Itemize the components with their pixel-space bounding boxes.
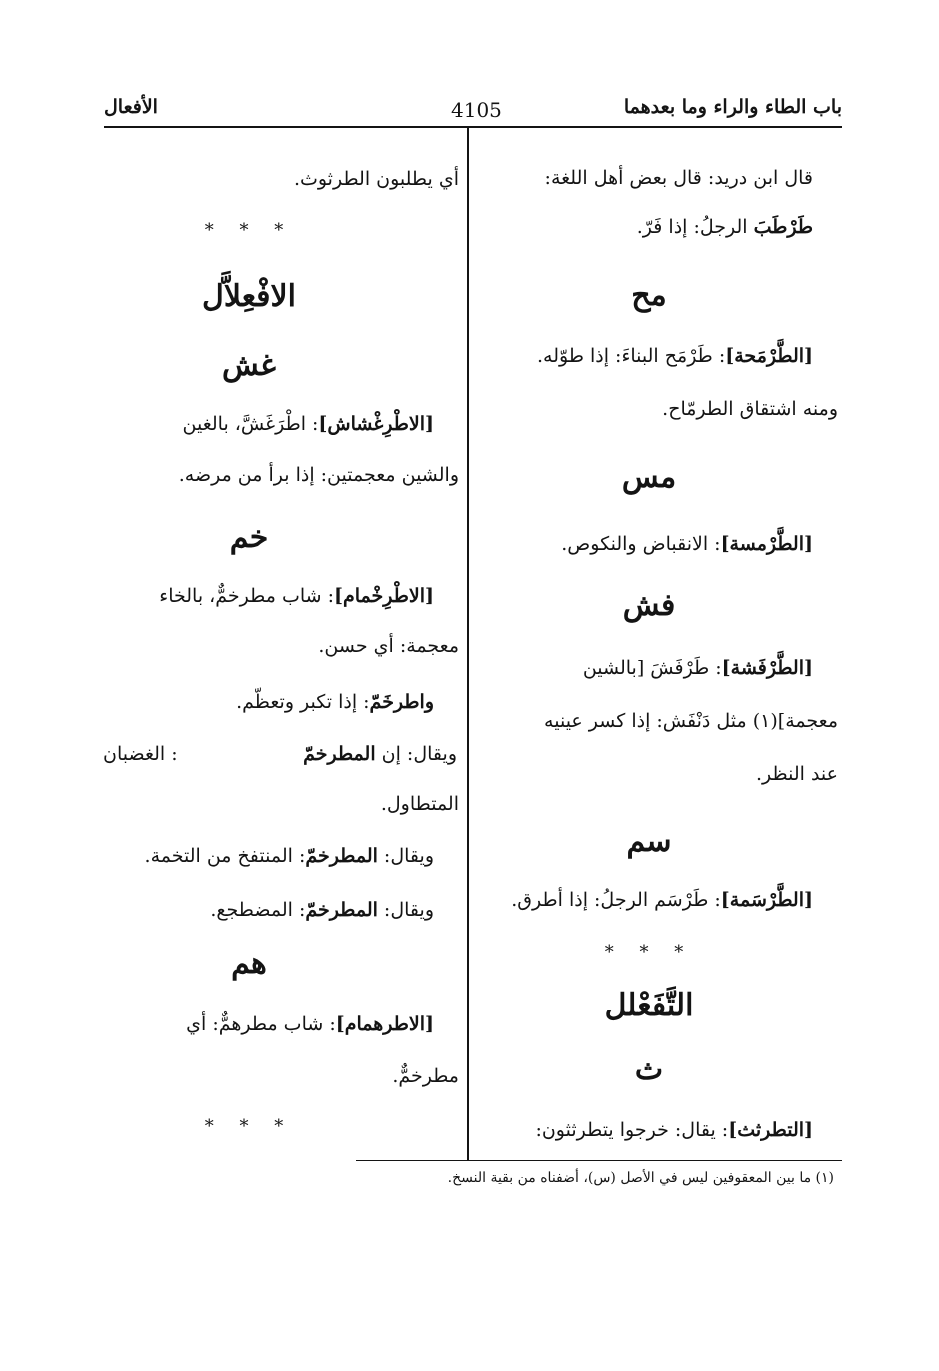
root-heading: مس (621, 460, 677, 495)
footnote-rule (356, 1160, 842, 1161)
line-text: ويقال: إن (381, 743, 457, 765)
text-line: أي يطلبون الطرثوث. (293, 168, 459, 190)
entry-term: [الطَّرْسَمة] (720, 889, 813, 911)
line-text: : الغضبان (103, 743, 178, 765)
entry-definition: : طَرْسَم الرجلُ: إذا أطرق. (511, 889, 721, 911)
entry-definition: : طَرْفَشَ [بالشين (582, 657, 722, 679)
text-line: معجمة: أي حسن. (318, 635, 459, 657)
text-line (210, 896, 434, 924)
section-separator: * * * (204, 1116, 294, 1137)
entry-definition: : المضطجع. (210, 899, 306, 921)
text-line (183, 410, 434, 438)
page-number: 4105 (451, 98, 502, 122)
text-line (103, 740, 457, 768)
entry-definition: : المنتفخ من التخمة. (144, 845, 306, 867)
text-line (535, 1116, 813, 1144)
entry-term: طَرْطَبَ (753, 216, 813, 238)
pattern-heading: التَّفَعْلل (604, 988, 694, 1023)
entry-definition: : يقال: خرجوا يتطرثثون: (535, 1119, 729, 1141)
root-heading: سم (626, 824, 672, 859)
text-line (583, 654, 813, 682)
entry-term: واطرخَمّ (369, 691, 434, 713)
entry-term: [الطَّرْمَحة] (725, 345, 813, 367)
text-line: المتطاول. (380, 793, 459, 815)
text-line (561, 530, 813, 558)
footnote: (١) ما بين المعقوفين ليس في الأصل (س)، أضفناه من بقية النسخ. (447, 1170, 834, 1186)
entry-term: [الاطْرِغْشاش] (318, 413, 434, 435)
text-line (236, 688, 434, 716)
text-line: ومنه اشتقاق الطرمّاح. (662, 398, 838, 420)
entry-term: [الاطرهمام] (335, 1013, 434, 1035)
entry-definition: : شاب مطرخمٌّ، بالخاء (159, 585, 335, 607)
text-line (511, 886, 813, 914)
text-line (537, 342, 813, 370)
root-heading: فش (622, 588, 676, 623)
text-line: والشين معجمتين: إذا برأ من مرضه. (178, 464, 459, 486)
entry-term: المطرخمّ (305, 845, 378, 867)
root-heading: مح (631, 278, 667, 313)
text-line: عند النظر. (756, 763, 838, 785)
entry-definition: : اطْرَغَشَّ، بالغين (182, 413, 319, 435)
section-separator: * * * (604, 942, 694, 963)
column-divider (467, 128, 469, 1160)
entry-definition: الرجلُ: إذا فَرّ. (636, 216, 754, 238)
entry-term: [الطَّرْفَشة] (721, 657, 813, 679)
text-line (145, 842, 434, 870)
root-heading: هم (231, 946, 267, 981)
text-line: معجمة](١) مثل دَنْفَش: إذا كسر عينيه (544, 710, 838, 732)
entry-term: [الاطْرِخْمام] (334, 585, 434, 607)
text-line (186, 1010, 434, 1038)
root-heading: غش (222, 348, 276, 383)
text-line (159, 582, 434, 610)
root-heading: ث (634, 1052, 664, 1087)
line-text: ويقال: (377, 899, 434, 921)
entry-definition: : إذا تكبر وتعظّم. (236, 691, 370, 713)
section-label: الأفعال (104, 96, 158, 118)
section-separator: * * * (204, 220, 294, 241)
entry-definition: : طَرْمَح البناءَ: إذا طوّله. (537, 345, 726, 367)
entry-term: [الطَّرْمسة] (720, 533, 813, 555)
text-line: مطرخمٌّ. (392, 1065, 459, 1087)
root-heading: خم (229, 520, 269, 555)
text-line (637, 213, 813, 241)
line-text: ويقال: (377, 845, 434, 867)
page-header (104, 96, 842, 128)
chapter-title: باب الطاء والراء وما بعدهما (623, 96, 842, 118)
pattern-heading: الافْعِلاَّل (202, 279, 296, 314)
entry-term: المطرخمّ (305, 899, 378, 921)
entry-definition: : شاب مطرهمٌّ: أي (186, 1013, 336, 1035)
entry-definition: : الانقباض والنكوص. (561, 533, 721, 555)
header-rule (104, 126, 842, 128)
entry-term: [التطرثث] (728, 1119, 813, 1141)
line-segment (303, 740, 457, 768)
entry-term: المطرخمّ (303, 743, 376, 765)
text-line: قال ابن دريد: قال بعض أهل اللغة: (544, 167, 813, 189)
